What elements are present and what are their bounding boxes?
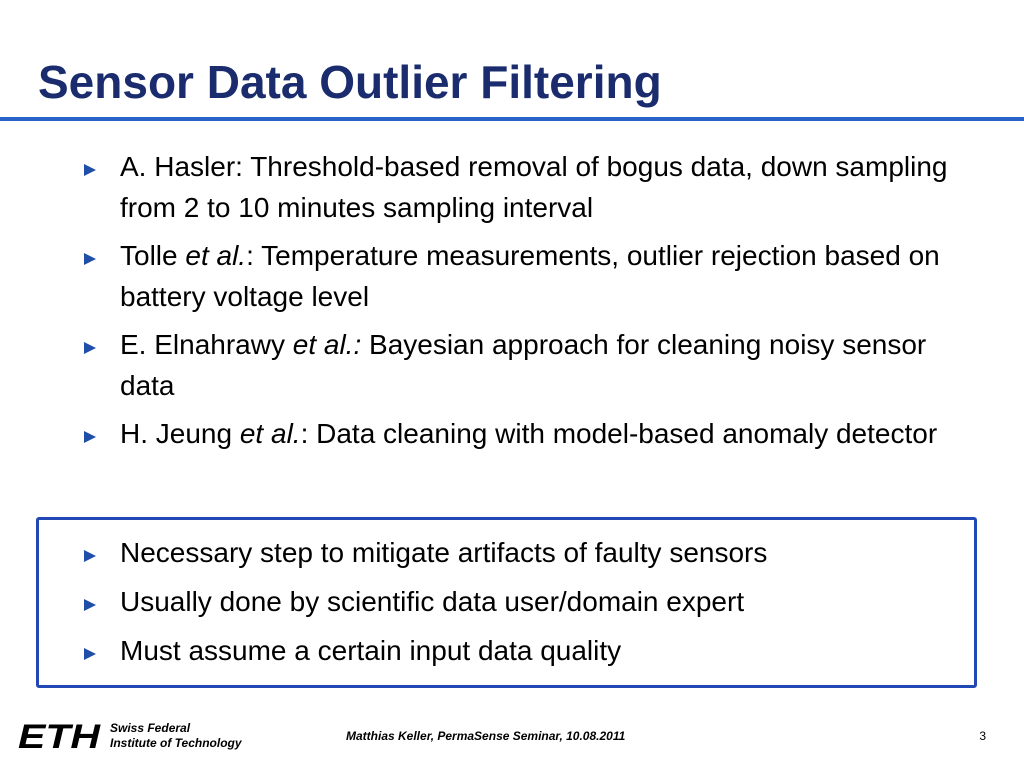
list-item — [84, 532, 964, 573]
list-item — [84, 146, 964, 228]
reference-list — [84, 146, 964, 461]
list-item — [84, 630, 964, 671]
bullet-text-italic: et al. — [239, 418, 301, 449]
title-divider — [0, 117, 1024, 121]
triangle-bullet-icon — [84, 431, 96, 443]
bullet-text: Necessary step to mitigate artifacts of faulty sensors — [120, 537, 768, 568]
triangle-bullet-icon — [84, 342, 96, 354]
slide-title: Sensor Data Outlier Filtering — [38, 56, 662, 108]
bullet-text-lead: Tolle — [120, 240, 186, 271]
bullet-text-rest: : Data cleaning with model-based anomaly detector — [300, 418, 938, 449]
list-item — [84, 324, 964, 406]
bullet-text: A. Hasler: Threshold-based removal of bogus data, down sampling from 2 to 10 minutes sampling interval — [120, 151, 948, 223]
bullet-text-rest: : Temperature measurements, outlier rejection based on battery voltage level — [120, 240, 940, 312]
bullet-text-italic: et al. — [185, 240, 247, 271]
triangle-bullet-icon — [84, 599, 96, 611]
list-item — [84, 413, 964, 454]
triangle-bullet-icon — [84, 550, 96, 562]
institution-line1: Swiss Federal — [110, 721, 191, 735]
bullet-text-lead: E. Elnahrawy — [120, 329, 293, 360]
institution-line2: Institute of Technology — [110, 736, 242, 750]
triangle-bullet-icon — [84, 253, 96, 265]
bullet-text-italic: et al.: — [292, 329, 362, 360]
bullet-text: Usually done by scientific data user/domain expert — [120, 586, 745, 617]
eth-logo-text: ETH — [18, 720, 102, 752]
page-number: 3 — [979, 729, 986, 743]
institution-name — [110, 721, 242, 751]
bullet-text-rest: Bayesian approach for cleaning noisy sensor data — [120, 329, 927, 401]
eth-logo — [18, 720, 102, 752]
bullet-text: Must assume a certain input data quality — [120, 635, 622, 666]
triangle-bullet-icon — [84, 648, 96, 660]
summary-list — [84, 532, 964, 679]
triangle-bullet-icon — [84, 164, 96, 176]
footer-caption: Matthias Keller, PermaSense Seminar, 10.08.2011 — [346, 729, 626, 743]
bullet-text-lead: H. Jeung — [120, 418, 240, 449]
list-item — [84, 581, 964, 622]
list-item — [84, 235, 964, 317]
